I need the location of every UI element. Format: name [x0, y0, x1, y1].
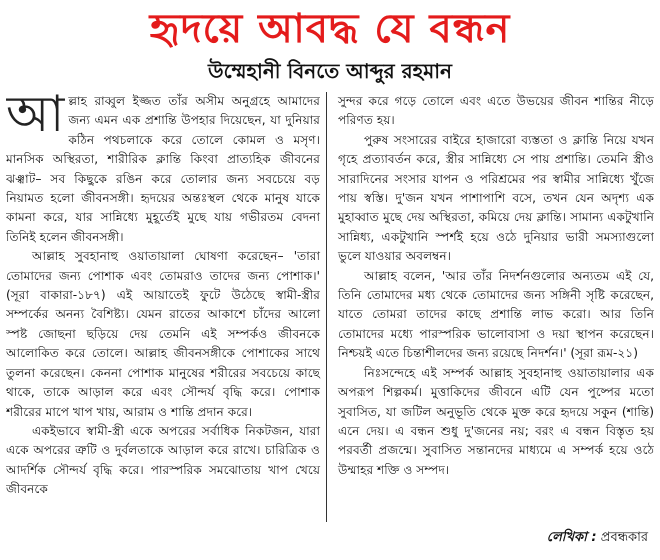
author-value: প্রবন্ধকার: [600, 530, 648, 545]
paragraph-2: আল্লাহ সুবহানাহু ওয়াতায়ালা ঘোষণা করেছেন– 'তারা তোমাদের জন্য পোশাক এবং তোমরাও তাদের জন্য পোশাক।' (সূরা বাকারা-১৮৭) এই আয়াতেই ফুটে উঠেছে স্বামী-স্ত্রীর সম্পর্কের অনন্য বৈশিষ্ট্য। যেমন রাতের আকাশে চাঁদের আলো স্পষ্ট জোছনা ছড়িয়ে দেয় তেমনি এই সম্পর্কও জীবনকে আলোকিত করে তোলে। আল্লাহ জীবনসঙ্গীকে পোশাকের সাথে তুলনা করেছেন। কেননা পোশাক মানুষের শরীরের সবচেয়ে কাছে থাকে, তাকে আড়াল করে এবং সৌন্দর্য বৃদ্ধি করে। পোশাক শরীরের মাপে খাপ খায়, আরাম ও শান্তি প্রদান করে।: [6, 249, 320, 419]
article-headline: হৃদয়ে আবদ্ধ যে বন্ধন: [149, 6, 511, 52]
author-label: লেখিকা :: [546, 530, 597, 545]
paragraph-7: নিঃসন্দেহে এই সম্পর্ক আল্লাহ সুবহানাহু ওয়াতায়ালার এক অপরূপ শিল্পকর্ম। মুত্তাকিদের জীবনে এটি যেন পুষ্পের মতো সুবাসিত, যা জটিল অনুভূতি থেকে মুক্ত করে হৃদয়ে সকুন (শান্তি) এনে দেয়। এ বন্ধন শুধু দু'জনের নয়; বরং এ বন্ধন বিস্তৃত হয় পরবর্তী প্রজন্মে। সুবাসিত সন্তানদের মাধ্যমে এ সম্পর্ক হয়ে ওঠে উম্মাহর শক্তি ও সম্পদ।: [338, 365, 654, 477]
paragraph-4: সুন্দর করে গড়ে তোলে এবং এতে উভয়ের জীবন শান্তির নীড়ে পরিণত হয়।: [338, 94, 654, 128]
paragraph-5: পুরুষ সংসারের বাইরে হাজারো ব্যস্ততা ও ক্লান্তি নিয়ে যখন গৃহে প্রত্যাবর্তন করে, স্ত্রীর সান্নিধ্যে সে পায় প্রশান্তি। তেমনি স্ত্রীও সারাদিনের সংসার যাপন ও পরিশ্রমের পর স্বামীর সান্নিধ্যে খুঁজে পায় স্বস্তি। দু'জন যখন পাশাপাশি বসে, তখন যেন অদৃশ্য এক মুহাব্বাত মুছে দেয় অস্থিরতা, কমিয়ে দেয় ক্লান্তি। সামান্য একটুখানি সান্নিধ্য, একটুখানি স্পর্শই হয়ে ওঠে দুনিয়ার ভারী সমস্যাগুলো ভুলে যাওয়ার অবলম্বন।: [338, 132, 654, 264]
left-column: [6, 92, 327, 522]
right-column: [334, 92, 654, 522]
paragraph-1: [6, 92, 320, 247]
paragraph-3: একইভাবে স্বামী-স্ত্রী একে অপরের সর্বাধিক নিকটজন, যারা একে অপরের ত্রুটি ও দুর্বলতাকে আড়াল করে রাখে। চারিত্রিক ও আদর্শিক সৌন্দর্য বৃদ্ধি করে। পারস্পরিক সমঝোতায় খাপ খেয়ে জীবনকে: [6, 423, 320, 497]
paragraph-6: আল্লাহ বলেন, 'আর তাঁর নিদর্শনগুলোর অন্যতম এই যে, তিনি তোমাদের মধ্য থেকে তোমাদের জন্য সঙ্গিনী সৃষ্টি করেছেন, যাতে তোমরা তাদের কাছে প্রশান্তি লাভ করো। আর তিনি তোমাদের মধ্যে পারস্পরিক ভালোবাসা ও দয়া স্থাপন করেছেন। নিশ্চয়ই এতে চিন্তাশীলদের জন্য রয়েছে নিদর্শন।' (সূরা রূম-২১): [338, 268, 654, 361]
paragraph-1-text: ল্লাহ রাব্বুল ইজ্জত তাঁর অসীম অনুগ্রহে আমাদের জন্য এমন এক প্রশান্তি উপহার দিয়েছেন, যা দুনিয়ার কঠিন পথচলাকে করে তোলে কোমল ও মসৃণ। মানসিক অস্থিরতা, শারীরিক ক্লান্তি কিংবা প্রাত্যহিক জীবনের ঝঞ্ঝাট– সব কিছুকে রঙিন করে তোলার জন্য সবচেয়ে বড় নিয়ামত হলো জীবনসঙ্গী। হৃদয়ের অন্তঃস্থল থেকে মানুষ যাকে কামনা করে, যার সান্নিধ্যে মুহূর্তেই মুছে যায় গভীরতম বেদনা তিনিই হলেন জীবনসঙ্গী।: [6, 94, 320, 244]
article-body: [6, 92, 654, 522]
drop-cap: আ: [6, 92, 65, 143]
article-byline: উম্মেহানী বিনতে আব্দুর রহমান: [208, 59, 452, 83]
author-credit: [547, 528, 648, 548]
